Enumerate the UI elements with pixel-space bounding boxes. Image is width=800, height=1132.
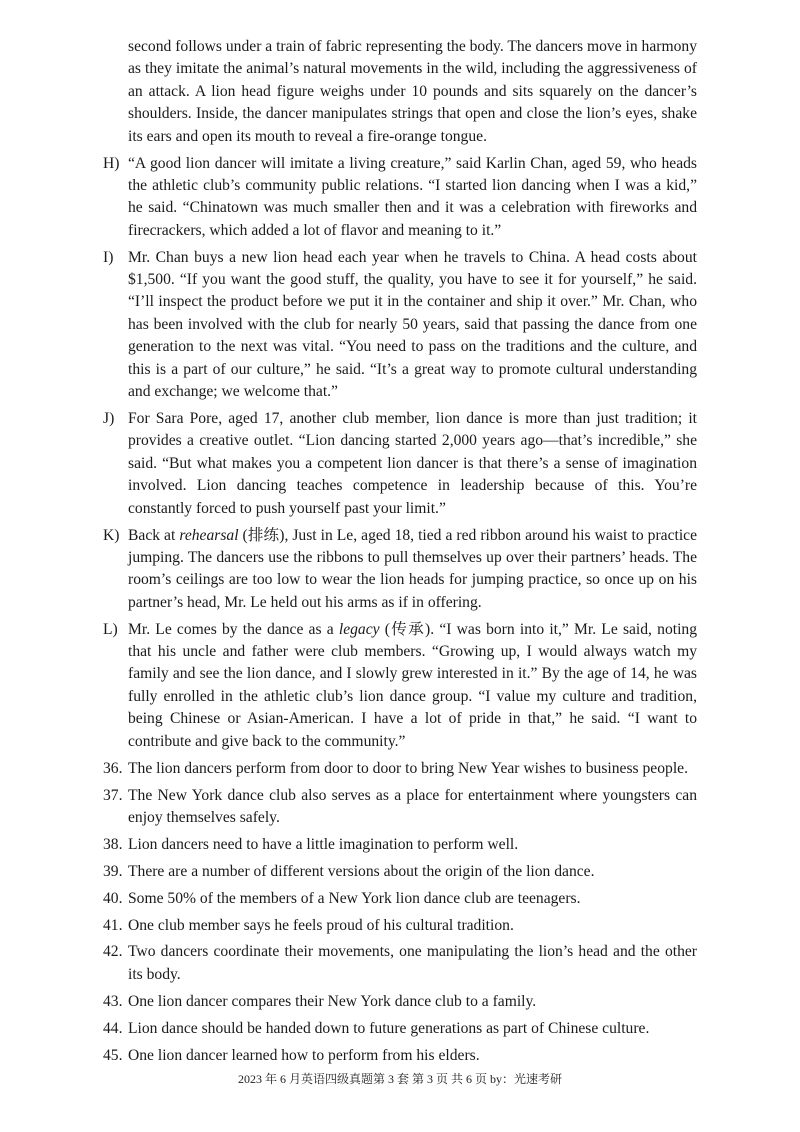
question-text: One lion dancer learned how to perform from his elders. bbox=[128, 1046, 480, 1064]
question-number: 41. bbox=[103, 916, 123, 934]
question-number: 43. bbox=[103, 992, 123, 1010]
question-number: 39. bbox=[103, 862, 123, 880]
question-text: Two dancers coordinate their movements, one manipulating the lion’s head and the other its body. bbox=[128, 943, 697, 983]
paragraph-continuation bbox=[103, 36, 697, 148]
question-number: 45. bbox=[103, 1046, 123, 1064]
paragraph-text: For Sara Pore, aged 17, another club member, lion dance is more than just tradition; it provides a creative outlet. “Lion dancing started 2,000 years ago—that’s incredible,” she said. “But what makes you a competent lion dancer is that there’s a sense of imagination involved. Lion dancing teaches competence in leadership because of this. You’re constantly forced to push yourself past your limit.” bbox=[128, 410, 697, 517]
italic-term: rehearsal bbox=[179, 526, 239, 544]
paragraph-label: J) bbox=[103, 410, 115, 427]
question-text: Lion dance should be handed down to future generations as part of Chinese culture. bbox=[128, 1019, 650, 1037]
question-text: The New York dance club also serves as a place for entertainment where youngsters can enjoy themselves safely. bbox=[128, 786, 697, 826]
question-39 bbox=[103, 861, 697, 883]
paragraph-label: I) bbox=[103, 248, 114, 266]
italic-term: legacy bbox=[338, 620, 380, 638]
question-text: Some 50% of the members of a New York lion dance club are teenagers. bbox=[128, 889, 581, 907]
question-number: 42. bbox=[103, 943, 123, 961]
paragraph-text: second follows under a train of fabric representing the body. The dancers move in harmony as they imitate the animal’s natural movements in the wild, including the aggressiveness of an attack. A lion head figure weighs under 10 pounds and sits squarely on the dancer’s shoulders. Inside, the dancer manipulates strings that open and close the lion’s eyes, shake its ears and open its mouth to reveal a fire-orange tongue. bbox=[128, 38, 697, 145]
paragraph-text bbox=[128, 525, 697, 615]
text-segment: Back at bbox=[128, 526, 180, 544]
paragraph-label: L) bbox=[103, 620, 118, 638]
question-number: 37. bbox=[103, 786, 123, 804]
paragraph-label: K) bbox=[103, 526, 120, 544]
paragraph-label: H) bbox=[103, 154, 120, 172]
question-text: Lion dancers need to have a little imagination to perform well. bbox=[128, 835, 519, 853]
paragraph-i bbox=[103, 247, 697, 404]
paragraph-h bbox=[103, 153, 697, 243]
question-37 bbox=[103, 785, 697, 830]
paragraph-k bbox=[103, 525, 697, 615]
paragraph-text bbox=[128, 619, 697, 753]
page-footer: 2023 年 6 月英语四级真题第 3 套 第 3 页 共 6 页 by：光速考研 bbox=[237, 1072, 562, 1087]
question-number: 44. bbox=[103, 1019, 123, 1037]
question-text: One club member says he feels proud of his cultural tradition. bbox=[128, 916, 514, 934]
paragraph-l bbox=[103, 619, 697, 753]
paragraph-j bbox=[103, 408, 697, 520]
question-38 bbox=[103, 834, 697, 856]
question-36 bbox=[103, 758, 697, 780]
text-segment: (排练), Just in Le, aged 18, tied a red ribbon around his waist to practice jumping. The dancers use the ribbons to pull themselves up over their partners’ heads. The room’s ceilings are too low to wear the lion heads for jumping practice, so once up on his partner’s head, Mr. Le held out his arms as if in offering. bbox=[128, 526, 697, 611]
question-42 bbox=[103, 941, 697, 986]
question-44 bbox=[103, 1018, 697, 1040]
text-segment: Mr. Le comes by the dance as a bbox=[128, 620, 339, 638]
question-number: 38. bbox=[103, 835, 123, 853]
paragraph-text: Mr. Chan buys a new lion head each year when he travels to China. A head costs about $1,500. “If you want the good stuff, the quality, you have to see it for yourself,” he said. “I’ll inspect the product before we put it in the container and ship it over.” Mr. Chan, who has been involved with the club for nearly 50 years, said that passing the dance from one generation to the next was vital. “You need to pass on the traditions and the culture, and this is a part of our culture,” he said. “It’s a great way to promote cultural understanding and exchange; we welcome that.” bbox=[128, 248, 697, 401]
text-segment: (传承). “I was born into it,” Mr. Le said, noting that his uncle and father were club members. “Growing up, I would always watch my family and see the lion dance, and I slowly grew interested in it.” By the age of 14, he was fully enrolled in the athletic club’s lion dance group. “I value my culture and tradition, being Chinese or Asian-American. I have a lot of pride in that,” he said. “I want to contribute and give back to the community.” bbox=[128, 620, 698, 750]
question-45 bbox=[103, 1045, 697, 1067]
question-text: There are a number of different versions about the origin of the lion dance. bbox=[128, 862, 595, 880]
question-text: One lion dancer compares their New York dance club to a family. bbox=[128, 992, 537, 1010]
question-text: The lion dancers perform from door to door to bring New Year wishes to business people. bbox=[128, 759, 688, 777]
paragraph-text: “A good lion dancer will imitate a living creature,” said Karlin Chan, aged 59, who heads the athletic club’s community public relations. “I started lion dancing when I was a kid,” he said. “Chinatown was much smaller then and it was a celebration with fireworks and firecrackers, which added a lot of flavor and meaning to it.” bbox=[128, 154, 697, 239]
question-number: 36. bbox=[103, 759, 123, 777]
question-43 bbox=[103, 991, 697, 1013]
question-number: 40. bbox=[103, 889, 123, 907]
question-41 bbox=[103, 915, 697, 937]
question-40 bbox=[103, 888, 697, 910]
